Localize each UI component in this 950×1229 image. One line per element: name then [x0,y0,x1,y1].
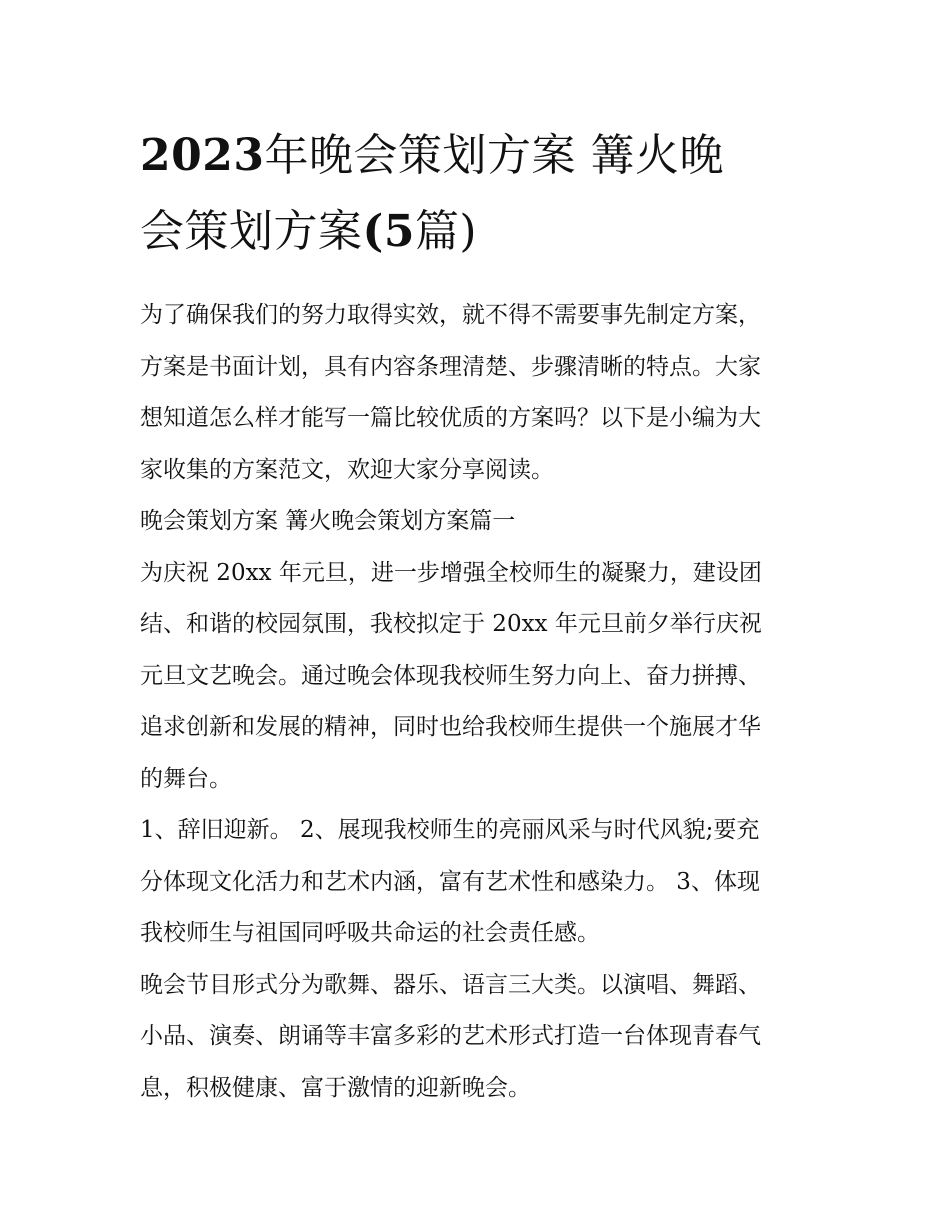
document-page [140,118,820,1114]
text-line: 结、和谐的校园氛围，我校拟定于 20xx 年元旦前夕举行庆祝 [140,611,762,637]
title-line [140,194,820,270]
text-line: 分体现文化活力和艺术内涵，富有艺术性和感染力。 3、体现 [140,868,760,895]
text-line: 1、辞旧迎新。 2、展现我校师生的亮丽风采与时代风貌;要充 [140,817,760,843]
text-line: 家收集的方案范文，欢迎大家分享阅读。 [140,456,554,483]
paragraph-goals [140,805,820,960]
text-line: 晚会策划方案 篝火晚会策划方案篇一 [140,508,516,534]
title-year: 2023 [140,130,265,181]
document-body [140,290,820,1114]
text-line: 息，积极健康、富于激情的迎新晚会。 [140,1074,531,1101]
title-text: 篇) [414,206,478,257]
section-heading [140,496,820,548]
document-title [140,118,820,270]
text-line: 元旦文艺晚会。通过晚会体现我校师生努力向上、奋力拼搏、 [140,662,761,689]
title-count: (5 [362,206,415,257]
title-text: 会策划方案 [140,206,363,257]
title-line [140,118,820,194]
paragraph-purpose [140,548,820,806]
paragraph-intro [140,290,820,496]
text-line: 方案是书面计划，具有内容条理清楚、步骤清晰的特点。大家 [140,353,761,380]
text-line: 我校师生与祖国同呼吸共命运的社会责任感。 [140,920,600,946]
title-text: 年晚会策划方案 篝火晚 [264,130,724,181]
text-line: 为庆祝 20xx 年元旦，进一步增强全校师生的凝聚力，建设团 [140,559,762,586]
text-line: 为了确保我们的努力取得实效，就不得不需要事先制定方案， [140,302,761,328]
text-line: 小品、演奏、朗诵等丰富多彩的艺术形式打造一台体现青春气 [140,1023,761,1049]
text-line: 的舞台。 [140,765,232,792]
paragraph-program-format [140,960,820,1115]
text-line: 晚会节目形式分为歌舞、器乐、语言三大类。以演唱、舞蹈、 [140,971,761,998]
text-line: 追求创新和发展的精神，同时也给我校师生提供一个施展才华 [140,714,761,740]
text-line: 想知道怎么样才能写一篇比较优质的方案吗？以下是小编为大 [140,405,761,431]
